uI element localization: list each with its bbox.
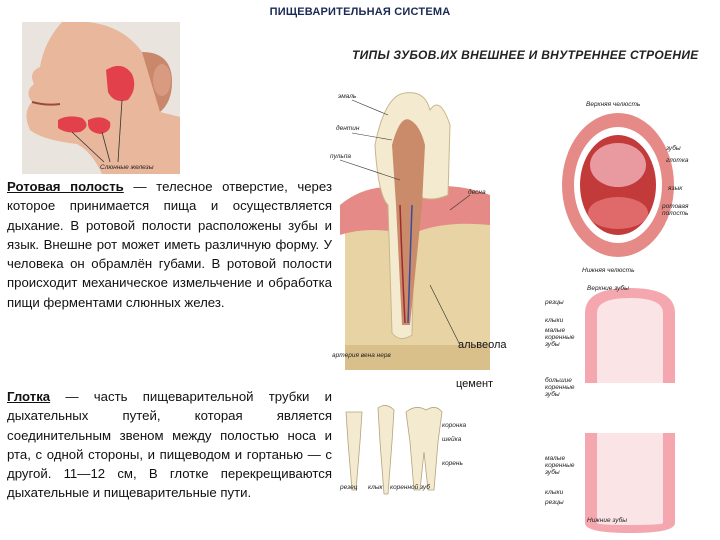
pharynx-paragraph xyxy=(7,387,332,503)
head-illustration xyxy=(22,22,180,174)
label-incisors-low: резцы xyxy=(545,499,564,506)
head-figure xyxy=(22,22,180,174)
mouth-paragraph xyxy=(7,177,332,312)
label-lower-jaw: Нижняя челюсть xyxy=(582,267,635,274)
pharynx-text: — часть пищеварительной трубки и дыхательных путей, которая является соединительным звеном между полостью носа и рта, с одной стороны, и пищеводом и гортанью — с другой. 11—12 см, В глотке перекрещиваются дыхательные и пищеварительные пути. xyxy=(7,389,332,501)
label-molar: коренной зуб xyxy=(390,484,430,491)
label-teeth: зубы xyxy=(666,145,681,152)
pharynx-term: Глотка xyxy=(7,389,51,404)
label-incisors-up: резцы xyxy=(545,299,564,306)
sublingual-gland xyxy=(58,116,87,132)
label-upper-teeth: Верхние зубы xyxy=(587,285,629,292)
label-tongue: язык xyxy=(668,185,683,192)
molar-shape xyxy=(406,407,442,490)
tooth-cross-section xyxy=(330,85,490,370)
label-cavity: ротовая полость xyxy=(662,203,689,217)
label-canines-up: клыки xyxy=(545,317,564,324)
label-premolars-low: малые коренные зубы xyxy=(545,455,575,476)
label-lower-teeth: Нижние зубы xyxy=(587,517,628,524)
label-enamel: эмаль xyxy=(338,93,357,100)
dental-arches xyxy=(545,283,720,540)
open-mouth-figure xyxy=(556,95,720,280)
callout-cement: цемент xyxy=(456,378,494,390)
label-incisor: резец xyxy=(340,484,358,491)
head-caption: Слюнные железы xyxy=(100,164,154,171)
mouth-term: Ротовая полость xyxy=(7,179,124,194)
slide-subtitle: ТИПЫ ЗУБОВ.ИХ ВНЕШНЕЕ И ВНУТРЕННЕЕ СТРОЕНИЕ xyxy=(352,48,699,62)
label-premolars-up: малые коренные зубы xyxy=(545,327,575,348)
label-pulp: пульпа xyxy=(330,153,352,160)
callout-alveola: альвеола xyxy=(458,339,507,351)
label-upper-jaw: Верхняя челюсть xyxy=(586,101,641,108)
label-root: корень xyxy=(442,460,463,467)
label-dentin: дентин xyxy=(336,125,360,132)
label-throat: глотка xyxy=(666,157,689,164)
label-gum: десна xyxy=(468,189,486,196)
incisor-shape xyxy=(346,412,362,490)
canine-shape xyxy=(378,405,394,494)
mouth-text: — телесное отверстие, через которое принимается пища и осуществляется дыхание. В ротовой полости расположены зубы и язык. Внешне рот может иметь различную форму. У человека он обрамлён губами. В ротовой полости происходит механическое измельчение и обработка пищи ферментами слюнных желез. xyxy=(7,179,332,310)
label-neck: шейка xyxy=(442,436,462,443)
label-vessels: артерия вена нерв xyxy=(332,352,391,359)
label-molars-up: большие коренные зубы xyxy=(545,377,575,398)
open-mouth-illustration xyxy=(556,95,720,280)
label-canines-low: клыки xyxy=(545,489,564,496)
label-canine: клык xyxy=(368,484,383,491)
dental-arches-illustration xyxy=(545,283,720,540)
label-crown: коронка xyxy=(442,422,467,429)
tooth-types xyxy=(338,402,478,502)
slide-title: ПИЩЕВАРИТЕЛЬНАЯ СИСТЕМА xyxy=(269,6,451,18)
